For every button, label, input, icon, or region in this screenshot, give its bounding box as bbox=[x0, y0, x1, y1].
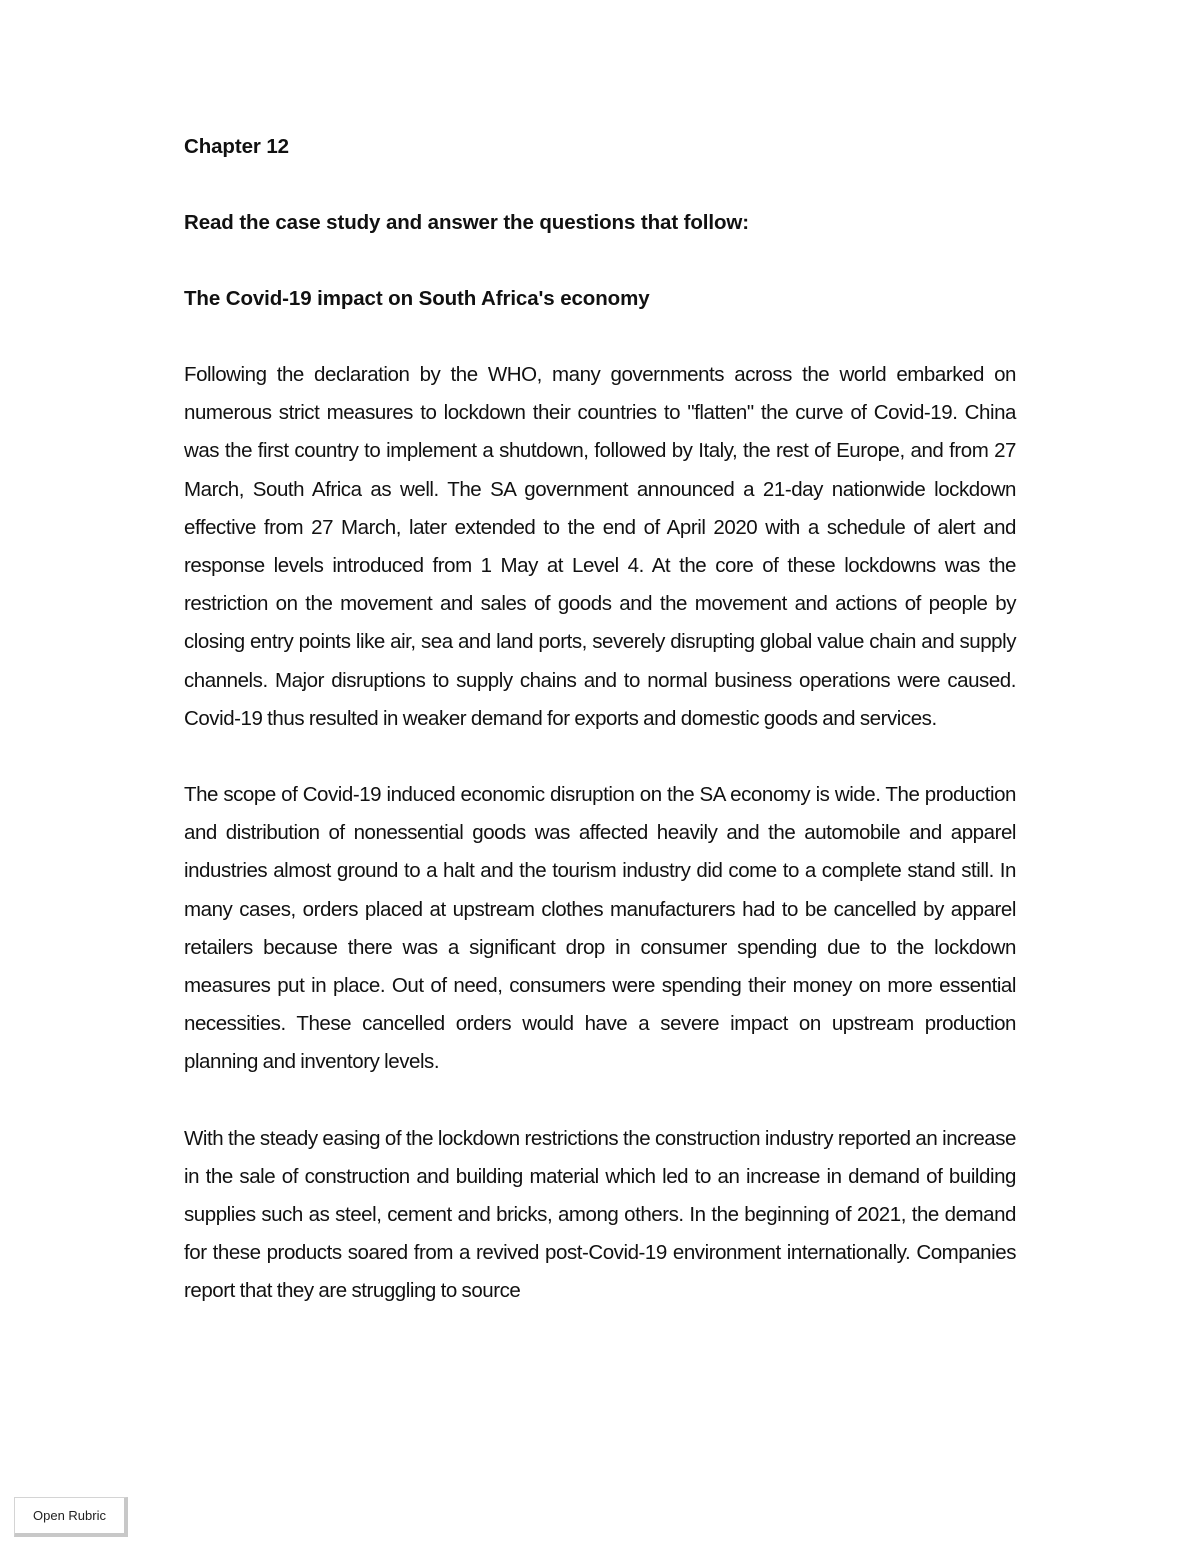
open-rubric-button[interactable]: Open Rubric bbox=[14, 1497, 128, 1537]
paragraph-disruption: The scope of Covid-19 induced economic disruption on the SA economy is wide. The production and distribution of nonessential goods was affected heavily and the automobile and apparel industries almost ground to a halt and the tourism industry did come to a complete stand still. In many cases, orders placed at upstream clothes manufacturers had to be cancelled by apparel retailers because there was a significant drop in consumer spending due to the lockdown measures put in place. Out of need, consumers were spending their money on more essential necessities. These cancelled orders would have a severe impact on upstream production planning and inventory levels. bbox=[184, 783, 1016, 1074]
chapter-heading: Chapter 12 bbox=[184, 135, 289, 158]
paragraph-construction: With the steady easing of the lockdown restrictions the construction industry reported an increase in the sale of construction and building material which led to an increase in demand of building supplies such as steel, cement and bricks, among others. In the beginning of 2021, the demand for these products soared from a revived post-Covid-19 environment internationally. Companies report that they are struggling to source bbox=[184, 1126, 1016, 1303]
case-study-title: The Covid-19 impact on South Africa's economy bbox=[184, 287, 650, 310]
instruction-heading: Read the case study and answer the questions that follow: bbox=[184, 211, 749, 234]
paragraph-lockdown: Following the declaration by the WHO, many governments across the world embarked on numerous strict measures to lockdown their countries to "flatten" the curve of Covid-19. China was the first country to implement a shutdown, followed by Italy, the rest of Europe, and from 27 March, South Africa as well. The SA government announced a 21-day nationwide lockdown effective from 27 March, later extended to the end of April 2020 with a schedule of alert and response levels introduced from 1 May at Level 4. At the core of these lockdowns was the restriction on the movement and sales of goods and the movement and actions of people by closing entry points like air, sea and land ports, severely disrupting global value chain and supply channels. Major disruptions to supply chains and to normal business operations were caused. Covid-19 thus resulted in weaker demand for exports and domestic goods and services. bbox=[184, 363, 1016, 730]
document-content bbox=[184, 128, 1016, 1349]
